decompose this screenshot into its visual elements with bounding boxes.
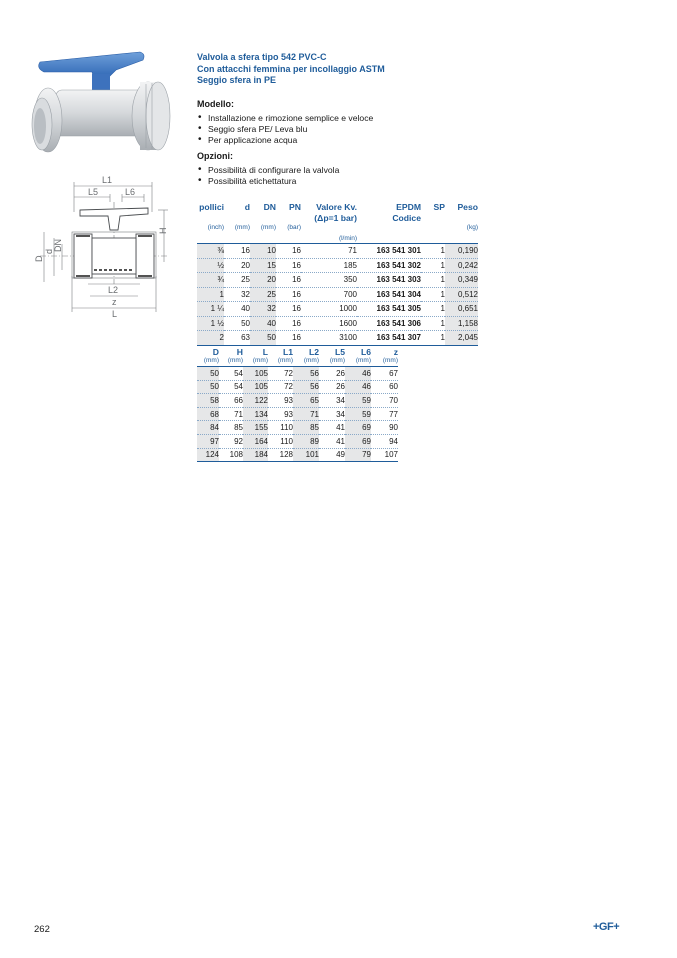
- table-cell: 94: [371, 434, 398, 448]
- table-cell: ¾: [197, 273, 224, 288]
- table-cell: 1: [197, 287, 224, 302]
- col-header-pn: PN: [289, 202, 301, 212]
- table-cell: 163 541 301: [357, 244, 421, 259]
- table-cell: ⅜: [197, 244, 224, 259]
- table-row: [197, 302, 478, 317]
- valve-product-image: [22, 48, 172, 166]
- unit-cell: (mm): [234, 224, 250, 231]
- table-cell: 50: [197, 380, 219, 394]
- table-cell: 66: [219, 394, 243, 408]
- page-number: 262: [34, 924, 50, 935]
- table-cell: 34: [319, 407, 345, 421]
- table-row: [197, 316, 478, 331]
- label-L1: L1: [102, 175, 113, 185]
- label-L2: L2: [108, 285, 119, 295]
- table-cell: 16: [276, 302, 301, 317]
- dimension-drawing: [32, 172, 172, 317]
- col-header-peso: Peso: [457, 202, 478, 212]
- col-header-D: D: [212, 346, 219, 357]
- unit-cell: [445, 233, 478, 244]
- specification-table: [197, 202, 478, 346]
- table-cell: 0,512: [445, 287, 478, 302]
- label-L6: L6: [125, 187, 136, 197]
- col-header-epdm: EPDM: [396, 202, 421, 212]
- table-cell: 1000: [301, 302, 357, 317]
- table-cell: 700: [301, 287, 357, 302]
- table-cell: 20: [224, 258, 250, 273]
- list-item: • Possibilità di configurare la valvola: [197, 165, 339, 176]
- unit-cell: (mm): [277, 357, 293, 364]
- table-cell: 50: [224, 316, 250, 331]
- table-cell: 107: [371, 448, 398, 462]
- table-cell: 163 541 307: [357, 331, 421, 346]
- unit-cell: (mm): [382, 357, 398, 364]
- label-d: d: [44, 248, 54, 254]
- col-header-L6: L6: [360, 346, 371, 357]
- col-header-codice: Codice: [392, 213, 421, 223]
- table-cell: 1 ½: [197, 316, 224, 331]
- col-header-d: d: [244, 202, 250, 212]
- table-cell: ½: [197, 258, 224, 273]
- table-cell: 1: [421, 244, 445, 259]
- table-cell: 110: [268, 421, 293, 435]
- table-cell: 25: [250, 287, 276, 302]
- unit-row: [197, 233, 478, 244]
- table-cell: 1: [421, 302, 445, 317]
- label-D: D: [34, 255, 44, 262]
- table-row: [197, 421, 398, 435]
- table-cell: 185: [301, 258, 357, 273]
- label-DN: DN: [53, 239, 63, 252]
- label-L5: L5: [88, 187, 99, 197]
- table-row: [197, 394, 398, 408]
- label-z: z: [112, 297, 117, 307]
- dimensions-table: [197, 346, 398, 462]
- table-cell: 16: [276, 316, 301, 331]
- table-cell: 105: [243, 380, 268, 394]
- table-cell: 69: [345, 421, 371, 435]
- table-cell: 59: [345, 407, 371, 421]
- table-cell: 26: [319, 380, 345, 394]
- table-cell: 60: [371, 380, 398, 394]
- table-cell: 0,651: [445, 302, 478, 317]
- table-cell: 40: [250, 316, 276, 331]
- table-cell: 16: [276, 244, 301, 259]
- table-cell: 0,349: [445, 273, 478, 288]
- table-row: [197, 258, 478, 273]
- table-cell: 32: [250, 302, 276, 317]
- title-line: Seggio sfera in PE: [197, 75, 277, 85]
- table-cell: 163 541 303: [357, 273, 421, 288]
- table-cell: 155: [243, 421, 268, 435]
- list-item: • Possibilità etichettatura: [197, 176, 339, 187]
- table-cell: 1,158: [445, 316, 478, 331]
- table-cell: 46: [345, 380, 371, 394]
- table-cell: 72: [268, 380, 293, 394]
- table-row: [197, 448, 398, 462]
- table-cell: 85: [293, 421, 319, 435]
- table-cell: 90: [371, 421, 398, 435]
- table-cell: 101: [293, 448, 319, 462]
- table-cell: 54: [219, 367, 243, 381]
- table-cell: 1: [421, 331, 445, 346]
- table-cell: 15: [250, 258, 276, 273]
- table-cell: 93: [268, 394, 293, 408]
- unit-cell: [421, 233, 445, 244]
- table-row: [197, 244, 478, 259]
- list-item: • Installazione e rimozione semplice e veloce: [197, 113, 373, 124]
- col-header-kv-2: (Δp=1 bar): [314, 213, 357, 223]
- table-cell: 1600: [301, 316, 357, 331]
- col-header-L2: L2: [308, 346, 319, 357]
- table-cell: 26: [319, 367, 345, 381]
- table-row: [197, 434, 398, 448]
- opzioni-heading: Opzioni:: [197, 151, 233, 161]
- table-cell: 56: [293, 380, 319, 394]
- table-cell: 71: [293, 407, 319, 421]
- product-title: [197, 52, 457, 87]
- col-header-L: L: [262, 346, 268, 357]
- list-item: • Seggio sfera PE/ Leva blu: [197, 124, 373, 135]
- list-item: • Per applicazione acqua: [197, 135, 373, 146]
- modello-heading: Modello:: [197, 99, 234, 109]
- table-cell: 134: [243, 407, 268, 421]
- col-header-L5: L5: [334, 346, 345, 357]
- col-header-dn: DN: [263, 202, 276, 212]
- table-cell: 41: [319, 434, 345, 448]
- table-cell: 122: [243, 394, 268, 408]
- unit-row: [197, 224, 478, 233]
- table-cell: 163 541 302: [357, 258, 421, 273]
- table-row: [197, 407, 398, 421]
- table-cell: 10: [250, 244, 276, 259]
- table-cell: 0,190: [445, 244, 478, 259]
- col-header-sp: SP: [433, 202, 445, 212]
- label-H: H: [158, 227, 168, 234]
- table-row: [197, 273, 478, 288]
- table-cell: 0,242: [445, 258, 478, 273]
- table-cell: 16: [276, 273, 301, 288]
- title-line: Valvola a sfera tipo 542 PVC-C: [197, 52, 327, 62]
- unit-cell: (mm): [252, 357, 268, 364]
- table-cell: 70: [371, 394, 398, 408]
- table-cell: 163 541 305: [357, 302, 421, 317]
- col-header-H: H: [236, 346, 243, 357]
- table-cell: 67: [371, 367, 398, 381]
- unit-cell: (mm): [227, 357, 243, 364]
- unit-cell: [357, 224, 421, 233]
- table-row: [197, 367, 398, 381]
- unit-row: [197, 357, 398, 367]
- table-cell: 105: [243, 367, 268, 381]
- table-cell: 97: [197, 434, 219, 448]
- table-cell: 2: [197, 331, 224, 346]
- unit-cell: (mm): [203, 357, 219, 364]
- table-cell: 16: [276, 258, 301, 273]
- col-header-z: z: [393, 346, 398, 357]
- table-cell: 72: [268, 367, 293, 381]
- table-cell: 68: [197, 407, 219, 421]
- table-cell: 58: [197, 394, 219, 408]
- table-cell: 25: [224, 273, 250, 288]
- table-cell: 3100: [301, 331, 357, 346]
- unit-cell: [421, 224, 445, 233]
- table-cell: 92: [219, 434, 243, 448]
- col-header-kv: Valore Kv.: [316, 202, 357, 212]
- label-L: L: [112, 309, 118, 317]
- table-cell: 77: [371, 407, 398, 421]
- table-cell: 54: [219, 380, 243, 394]
- table-cell: 71: [301, 244, 357, 259]
- table-cell: 16: [276, 287, 301, 302]
- table-cell: 93: [268, 407, 293, 421]
- unit-cell: (l/min): [338, 234, 357, 242]
- table-cell: 40: [224, 302, 250, 317]
- table-cell: 1: [421, 273, 445, 288]
- table-cell: 128: [268, 448, 293, 462]
- table-cell: 163 541 306: [357, 316, 421, 331]
- title-line: Con attacchi femmina per incollaggio ASTM: [197, 63, 385, 74]
- table-cell: 50: [197, 367, 219, 381]
- unit-cell: [224, 233, 250, 244]
- table-cell: 2,045: [445, 331, 478, 346]
- unit-cell: (kg): [466, 224, 478, 231]
- table-cell: 46: [345, 367, 371, 381]
- table-cell: 163 541 304: [357, 287, 421, 302]
- table-row: [197, 331, 478, 346]
- table-cell: 110: [268, 434, 293, 448]
- opzioni-list: [197, 165, 339, 187]
- table-cell: 1: [421, 316, 445, 331]
- unit-cell: [250, 233, 276, 244]
- table-cell: 164: [243, 434, 268, 448]
- unit-cell: [301, 224, 357, 233]
- unit-cell: [357, 233, 421, 244]
- table-cell: 89: [293, 434, 319, 448]
- unit-cell: [197, 233, 224, 244]
- gf-logo: +GF+: [593, 921, 620, 933]
- table-cell: 50: [250, 331, 276, 346]
- modello-list: [197, 113, 373, 146]
- table-cell: 1: [421, 258, 445, 273]
- unit-cell: (inch): [207, 224, 224, 231]
- table-cell: 16: [224, 244, 250, 259]
- table-cell: 1 ¼: [197, 302, 224, 317]
- table-cell: 71: [219, 407, 243, 421]
- table-cell: 49: [319, 448, 345, 462]
- table-cell: 124: [197, 448, 219, 462]
- table-cell: 59: [345, 394, 371, 408]
- table-cell: 79: [345, 448, 371, 462]
- table-cell: 16: [276, 331, 301, 346]
- table-cell: 65: [293, 394, 319, 408]
- table-cell: 1: [421, 287, 445, 302]
- table-cell: 84: [197, 421, 219, 435]
- unit-cell: (mm): [260, 224, 276, 231]
- table-cell: 85: [219, 421, 243, 435]
- table-cell: 34: [319, 394, 345, 408]
- unit-cell: (bar): [287, 224, 301, 231]
- table-cell: 41: [319, 421, 345, 435]
- unit-cell: (mm): [329, 357, 345, 364]
- unit-cell: [276, 233, 301, 244]
- table-cell: 69: [345, 434, 371, 448]
- unit-cell: (mm): [303, 357, 319, 364]
- table-row: [197, 380, 398, 394]
- table-cell: 56: [293, 367, 319, 381]
- table-cell: 108: [219, 448, 243, 462]
- col-header-L1: L1: [282, 346, 293, 357]
- table-row: [197, 287, 478, 302]
- col-header-pollici: pollici: [199, 202, 224, 212]
- table-cell: 32: [224, 287, 250, 302]
- table-cell: 184: [243, 448, 268, 462]
- table-cell: 20: [250, 273, 276, 288]
- table-cell: 63: [224, 331, 250, 346]
- table-cell: 350: [301, 273, 357, 288]
- unit-cell: (mm): [355, 357, 371, 364]
